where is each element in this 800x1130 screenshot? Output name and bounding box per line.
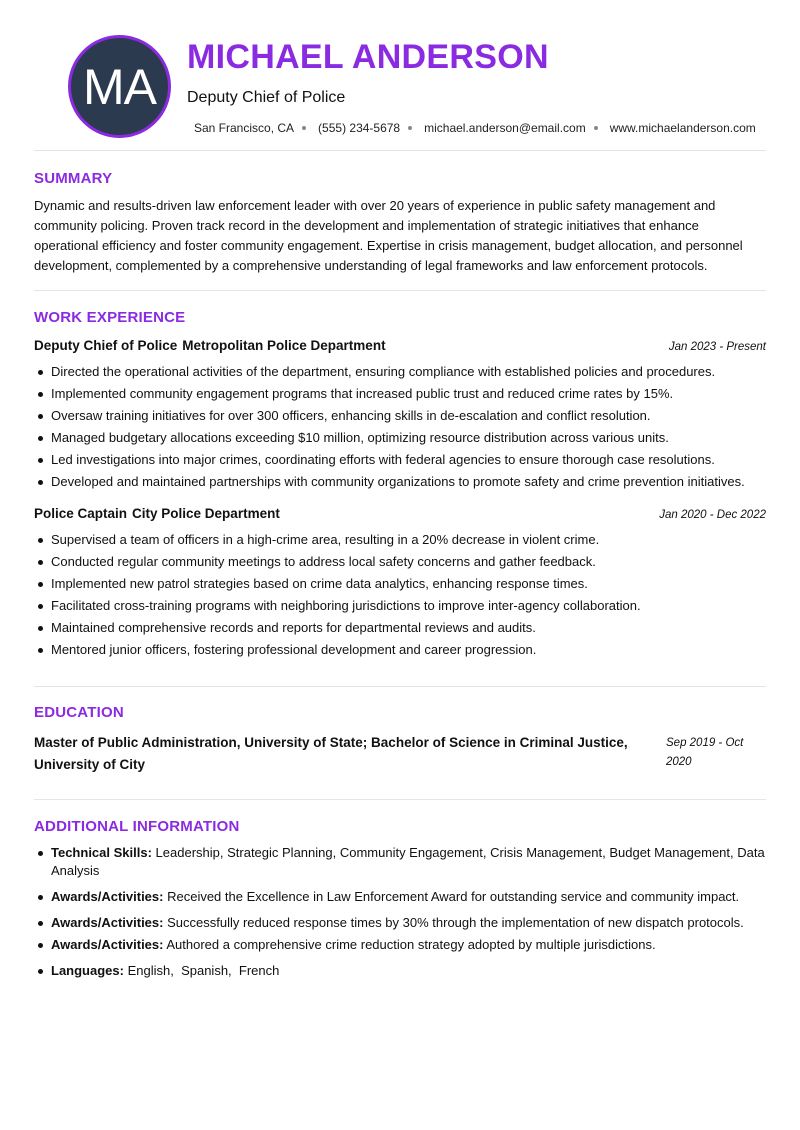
section-divider [34, 799, 766, 800]
item-label: Awards/Activities: [51, 889, 164, 904]
list-item: Developed and maintained partnerships with community organizations to promote safety and crime prevention initiatives. [34, 471, 780, 493]
contact-email[interactable]: michael.anderson@email.com [424, 121, 586, 135]
job-company: Metropolitan Police Department [182, 338, 386, 353]
job-role: Deputy Chief of Police [34, 338, 178, 353]
candidate-name: MICHAEL ANDERSON [187, 38, 549, 76]
section-divider [34, 150, 766, 151]
item-label: Awards/Activities: [51, 915, 164, 930]
additional-list [34, 844, 766, 988]
list-item: Led investigations into major crimes, coordinating efforts with federal agencies to ensure thorough case resolutions. [34, 449, 780, 471]
additional-heading: ADDITIONAL INFORMATION [34, 818, 240, 835]
candidate-title: Deputy Chief of Police [187, 89, 346, 106]
bullet-separator-icon [594, 126, 598, 130]
list-item: Implemented new patrol strategies based on crime data analytics, enhancing response times. [34, 573, 780, 595]
job-dates: Jan 2023 - Present [668, 341, 766, 353]
list-item: Supervised a team of officers in a high-crime area, resulting in a 20% decrease in violent crime. [34, 529, 780, 551]
job-header [34, 338, 766, 353]
education-entry [34, 732, 766, 776]
avatar [68, 35, 171, 138]
job-dates: Jan 2020 - Dec 2022 [659, 509, 766, 521]
bullet-separator-icon [408, 126, 412, 130]
education-dates: Sep 2019 - Oct 2020 [666, 737, 744, 768]
job-bullets [34, 361, 780, 493]
section-divider [34, 686, 766, 687]
item-text: Leadership, Strategic Planning, Community Engagement, Crisis Management, Budget Management, Data Analysis [51, 845, 765, 878]
job-company: City Police Department [132, 506, 280, 521]
contact-location: San Francisco, CA [194, 121, 295, 135]
avatar-initials: MA [83, 58, 156, 115]
list-item [34, 844, 766, 880]
job-role: Police Captain [34, 506, 128, 521]
item-text: Received the Excellence in Law Enforcement Award for outstanding service and community impact. [167, 889, 740, 904]
item-text: Successfully reduced response times by 30% through the implementation of new dispatch protocols. [167, 915, 744, 930]
item-text: English, Spanish, French [127, 963, 280, 978]
bullet-separator-icon [302, 126, 306, 130]
item-label: Awards/Activities: [51, 937, 164, 952]
summary-heading: SUMMARY [34, 170, 113, 187]
summary-text: Dynamic and results-driven law enforcement leader with over 20 years of experience in public safety management and community policing. Proven track record in the development and implementation of strategic initiatives that enhance operational efficiency and foster community engagement. Expertise in crisis management, budget allocation, and personnel development, complemented by a comprehensive understanding of legal frameworks and law enforcement protocols. [34, 198, 743, 273]
list-item [34, 936, 766, 954]
experience-heading: WORK EXPERIENCE [34, 309, 186, 326]
item-label: Languages: [51, 963, 124, 978]
resume-header [34, 0, 766, 150]
contact-phone: (555) 234-5678 [318, 121, 401, 135]
education-degree: Master of Public Administration, University of State; Bachelor of Science in Criminal Justice, University of City [34, 735, 628, 772]
job-bullets [34, 529, 780, 661]
job-header [34, 506, 766, 521]
list-item: Mentored junior officers, fostering professional development and career progression. [34, 639, 780, 661]
list-item: Implemented community engagement programs that increased public trust and reduced crime rates by 15%. [34, 383, 780, 405]
list-item: Managed budgetary allocations exceeding $10 million, optimizing resource distribution across various units. [34, 427, 780, 449]
job-role-company [34, 338, 386, 353]
list-item [34, 888, 766, 906]
list-item: Conducted regular community meetings to address local safety concerns and gather feedback. [34, 551, 780, 573]
job-role-company [34, 506, 280, 521]
contact-info [194, 120, 756, 136]
list-item: Maintained comprehensive records and reports for departmental reviews and audits. [34, 617, 780, 639]
item-text: Authored a comprehensive crime reduction strategy adopted by multiple jurisdictions. [166, 937, 656, 952]
list-item: Oversaw training initiatives for over 300 officers, enhancing skills in de-escalation and conflict resolution. [34, 405, 780, 427]
section-divider [34, 290, 766, 291]
list-item: Facilitated cross-training programs with neighboring jurisdictions to improve inter-agency collaboration. [34, 595, 780, 617]
list-item [34, 962, 766, 980]
contact-website[interactable]: www.michaelanderson.com [609, 121, 756, 135]
list-item: Directed the operational activities of the department, ensuring compliance with established policies and procedures. [34, 361, 780, 383]
education-heading: EDUCATION [34, 704, 124, 721]
list-item [34, 914, 766, 932]
item-label: Technical Skills: [51, 845, 152, 860]
